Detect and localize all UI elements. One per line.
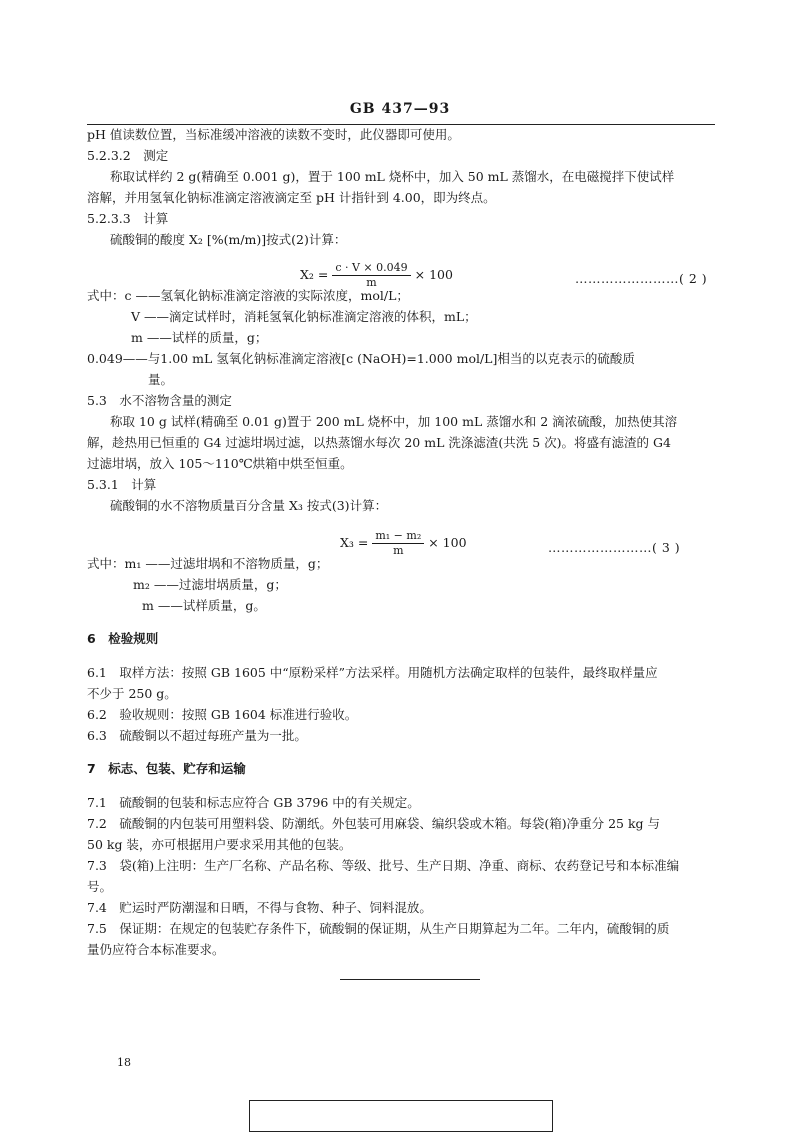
formula-3-number: ……………………( 3 )	[548, 540, 681, 555]
formula-2-lhs: X₂ =	[300, 267, 329, 282]
text-line: 7.3 袋(箱)上注明：生产厂名称、产品名称、等级、批号、生产日期、净重、商标、农药登记号和本标准编	[87, 858, 680, 873]
text-line: pH 值读数位置，当标准缓冲溶液的读数不变时，此仪器即可使用。	[87, 127, 460, 142]
text-line: 6.3 硫酸铜以不超过每班产量为一批。	[87, 728, 307, 743]
section-heading: 7 标志、包装、贮存和运输	[87, 761, 246, 776]
formula-3	[340, 529, 467, 558]
formula-3-lhs: X₃ =	[340, 535, 369, 550]
text-line: 50 kg 装，亦可根据用户要求采用其他的包装。	[87, 837, 352, 852]
footer-frame	[249, 1100, 553, 1132]
formula-3-denominator: m	[393, 544, 404, 557]
text-line: m ——试样质量，g。	[142, 598, 266, 613]
text-line: 量仍应符合本标准要求。	[87, 942, 225, 957]
text-line: m₂ ——过滤坩埚质量，g；	[133, 577, 287, 592]
text-line: 号。	[87, 879, 113, 894]
text-line: 不少于 250 g。	[87, 686, 177, 701]
formula-2-denominator: m	[366, 276, 377, 289]
text-line: 5.2.3.3 计算	[87, 211, 169, 226]
text-line: 硫酸铜的水不溶物质量百分含量 X₃ 按式(3)计算：	[110, 498, 388, 513]
page-number: 18	[117, 1056, 131, 1069]
formula-3-tail: × 100	[428, 535, 467, 550]
text-line: 5.3 水不溶物含量的测定	[87, 393, 232, 408]
formula-2-fraction	[332, 261, 410, 290]
text-line: 0.049——与1.00 mL 氢氧化钠标准滴定溶液[c (NaOH)=1.000 mol/L]相当的以克表示的硫酸质	[87, 351, 635, 366]
text-line: 量。	[148, 372, 174, 387]
text-line: V ——滴定试样时，消耗氢氧化钠标准滴定溶液的体积，mL；	[131, 309, 477, 324]
text-line: 7.4 贮运时严防潮湿和日晒，不得与食物、种子、饲料混放。	[87, 900, 432, 915]
formula-2-numerator: c · V × 0.049	[332, 261, 410, 276]
text-line: 硫酸铜的酸度 X₂ [%(m/m)]按式(2)计算：	[110, 232, 347, 247]
header-rule	[87, 124, 715, 125]
formula-3-numerator: m₁ − m₂	[372, 529, 424, 544]
text-line: 6.1 取样方法：按照 GB 1605 中“原粉采样”方法采样。用随机方法确定取样的包装件，最终取样量应	[87, 665, 658, 680]
text-line: 7.1 硫酸铜的包装和标志应符合 GB 3796 中的有关规定。	[87, 795, 420, 810]
text-line: 称取试样约 2 g(精确至 0.001 g)，置于 100 mL 烧杯中，加入 50 mL 蒸馏水，在电磁搅拌下使试样	[110, 169, 675, 184]
formula-3-fraction	[372, 529, 424, 558]
section-heading: 6 检验规则	[87, 631, 159, 646]
text-line: 解，趁热用已恒重的 G4 过滤坩埚过滤，以热蒸馏水每次 20 mL 洗涤滤渣(共洗 5 次)。将盛有滤渣的 G4	[87, 435, 671, 450]
text-line: 5.3.1 计算	[87, 477, 157, 492]
formula-2	[300, 261, 453, 290]
text-line: 6.2 验收规则：按照 GB 1604 标准进行验收。	[87, 707, 358, 722]
text-line: 称取 10 g 试样(精确至 0.01 g)置于 200 mL 烧杯中，加 100 mL 蒸馏水和 2 滴浓硫酸，加热使其溶	[110, 414, 678, 429]
text-line: 7.2 硫酸铜的内包装可用塑料袋、防潮纸。外包装可用麻袋、编织袋或木箱。每袋(箱)净重分 25 kg 与	[87, 816, 661, 831]
text-line: 过滤坩埚，放入 105～110℃烘箱中烘至恒重。	[87, 456, 353, 471]
text-line: m ——试样的质量，g；	[131, 330, 268, 345]
text-line: 溶解，并用氢氧化钠标准滴定溶液滴定至 pH 计指针到 4.00，即为终点。	[87, 190, 496, 205]
text-line: 5.2.3.2 测定	[87, 148, 169, 163]
formula-2-number: ……………………( 2 )	[575, 271, 708, 286]
end-rule	[340, 979, 480, 980]
standard-code-header: GB 437—93	[349, 101, 451, 117]
text-line: 式中：m₁ ——过滤坩埚和不溶物质量，g；	[87, 556, 329, 571]
text-line: 式中：c ——氢氧化钠标准滴定溶液的实际浓度，mol/L；	[87, 288, 409, 303]
text-line: 7.5 保证期：在规定的包装贮存条件下，硫酸铜的保证期，从生产日期算起为二年。二年内，硫酸铜的质	[87, 921, 670, 936]
formula-2-tail: × 100	[414, 267, 453, 282]
